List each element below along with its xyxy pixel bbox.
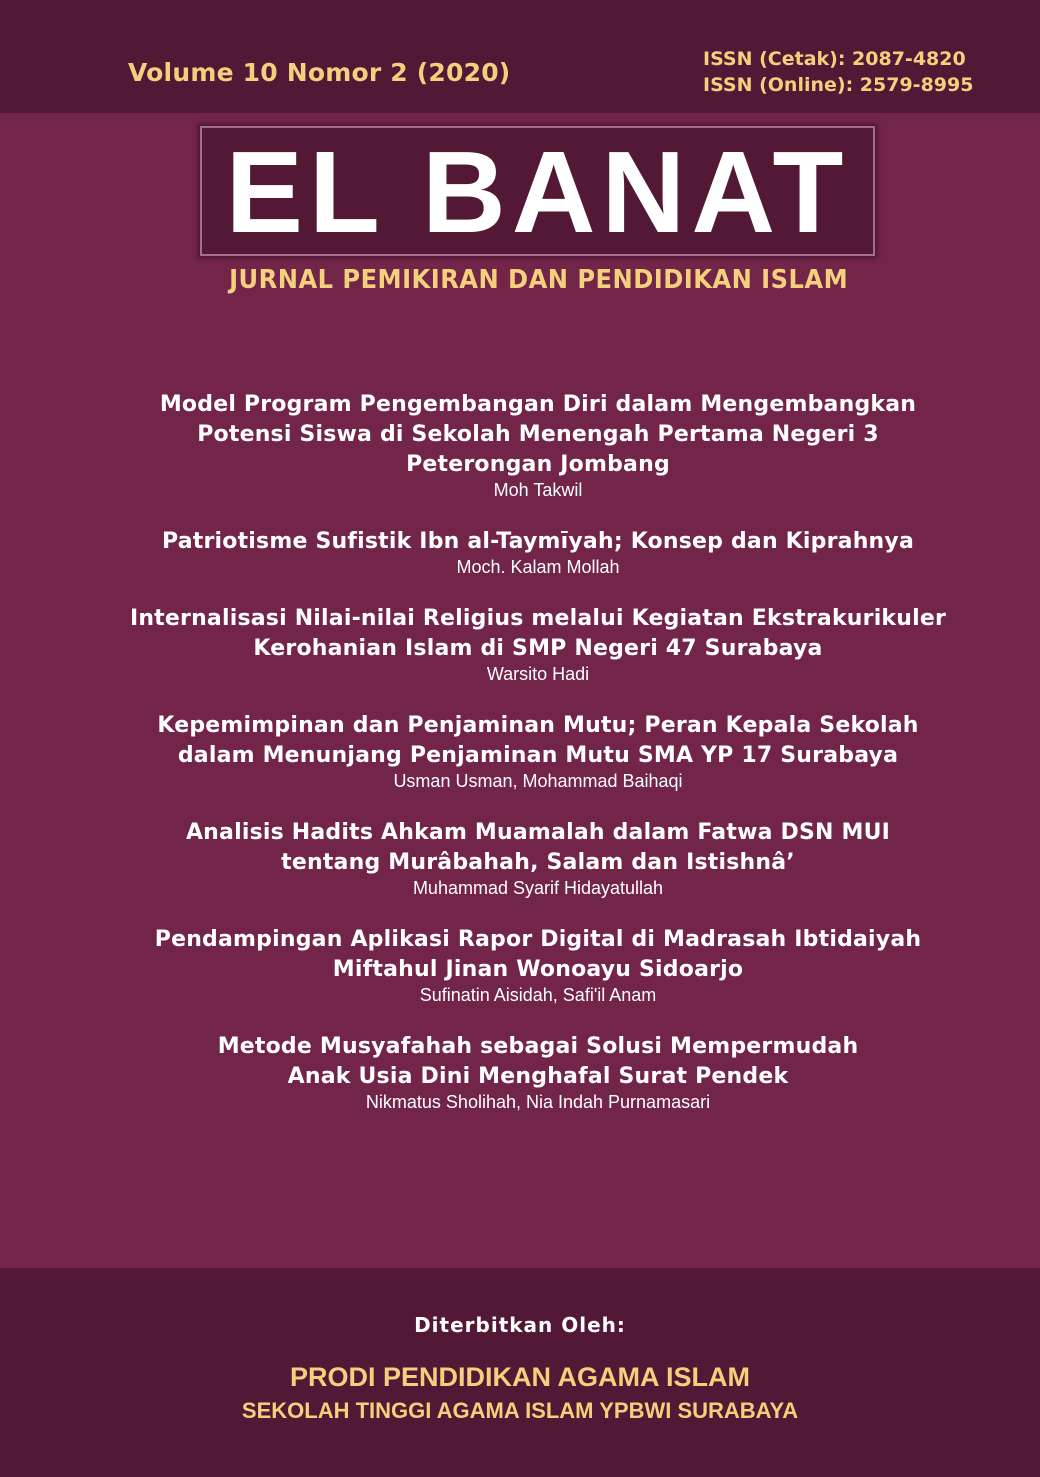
- article-authors: Moch. Kalam Mollah: [456, 557, 620, 577]
- masthead-box: [200, 126, 875, 256]
- article-title-line: Potensi Siswa di Sekolah Menengah Pertama Negeri 3: [197, 422, 879, 447]
- journal-title: EL BANAT: [225, 127, 850, 257]
- article-title-line: Internalisasi Nilai-nilai Religius melalui Kegiatan Ekstrakurikuler: [129, 606, 947, 631]
- article-title: [36, 527, 1040, 557]
- article-title-line: dalam Menunjang Penjaminan Mutu SMA YP 17 Surabaya: [177, 743, 899, 768]
- article-authors: Moh Takwil: [493, 480, 583, 500]
- article-title: [36, 818, 1040, 878]
- publisher-band: [0, 1268, 1040, 1477]
- article-entry: [0, 604, 1040, 684]
- article-title-line: Pendampingan Aplikasi Rapor Digital di Madrasah Ibtidaiyah: [154, 927, 922, 952]
- article-authors: Muhammad Syarif Hidayatullah: [412, 878, 664, 898]
- publisher-line-1: PRODI PENDIDIKAN AGAMA ISLAM: [289, 1362, 750, 1392]
- article-title: [36, 925, 1040, 985]
- article-title: [36, 1032, 1040, 1092]
- article-authors: Sufinatin Aisidah, Safi'il Anam: [419, 985, 657, 1005]
- article-title-line: Patriotisme Sufistik Ibn al-Taymīyah; Konsep dan Kiprahnya: [161, 529, 915, 554]
- publisher-label: Diterbitkan Oleh:: [414, 1313, 626, 1337]
- issn-online: ISSN (Online): 2579-8995: [703, 74, 974, 96]
- article-entry: [0, 390, 1040, 500]
- article-title-line: Metode Musyafahah sebagai Solusi Mempermudah: [217, 1034, 859, 1059]
- article-title: [36, 604, 1040, 664]
- article-title-line: tentang Murâbahah, Salam dan Istishnâ’: [281, 850, 795, 875]
- article-title-line: Kerohanian Islam di SMP Negeri 47 Surabaya: [253, 636, 823, 661]
- issn-block: [703, 46, 973, 98]
- volume-label: Volume 10 Nomor 2 (2020): [128, 58, 511, 87]
- article-list: [0, 390, 1040, 1139]
- header-band: [0, 0, 1040, 113]
- article-entry: [0, 925, 1040, 1005]
- article-title-line: Analisis Hadits Ahkam Muamalah dalam Fatwa DSN MUI: [185, 820, 891, 845]
- issn-print: ISSN (Cetak): 2087-4820: [703, 48, 966, 70]
- article-title-line: Peterongan Jombang: [406, 452, 670, 477]
- article-entry: [0, 711, 1040, 791]
- publisher-line-2: SEKOLAH TINGGI AGAMA ISLAM YPBWI SURABAYA: [241, 1398, 799, 1423]
- article-title-line: Anak Usia Dini Menghafal Surat Pendek: [287, 1064, 789, 1089]
- article-title-line: Kepemimpinan dan Penjaminan Mutu; Peran Kepala Sekolah: [157, 713, 919, 738]
- article-authors: Nikmatus Sholihah, Nia Indah Purnamasari: [365, 1092, 711, 1112]
- article-title: [36, 711, 1040, 771]
- article-authors: Usman Usman, Mohammad Baihaqi: [393, 771, 683, 791]
- article-title-line: Miftahul Jinan Wonoayu Sidoarjo: [332, 957, 744, 982]
- article-authors: Warsito Hadi: [486, 664, 590, 684]
- article-entry: [0, 818, 1040, 898]
- article-title: [36, 390, 1040, 480]
- article-entry: [0, 527, 1040, 577]
- article-title-line: Model Program Pengembangan Diri dalam Mengembangkan: [159, 392, 917, 417]
- journal-subtitle: JURNAL PEMIKIRAN DAN PENDIDIKAN ISLAM: [229, 265, 849, 295]
- article-entry: [0, 1032, 1040, 1112]
